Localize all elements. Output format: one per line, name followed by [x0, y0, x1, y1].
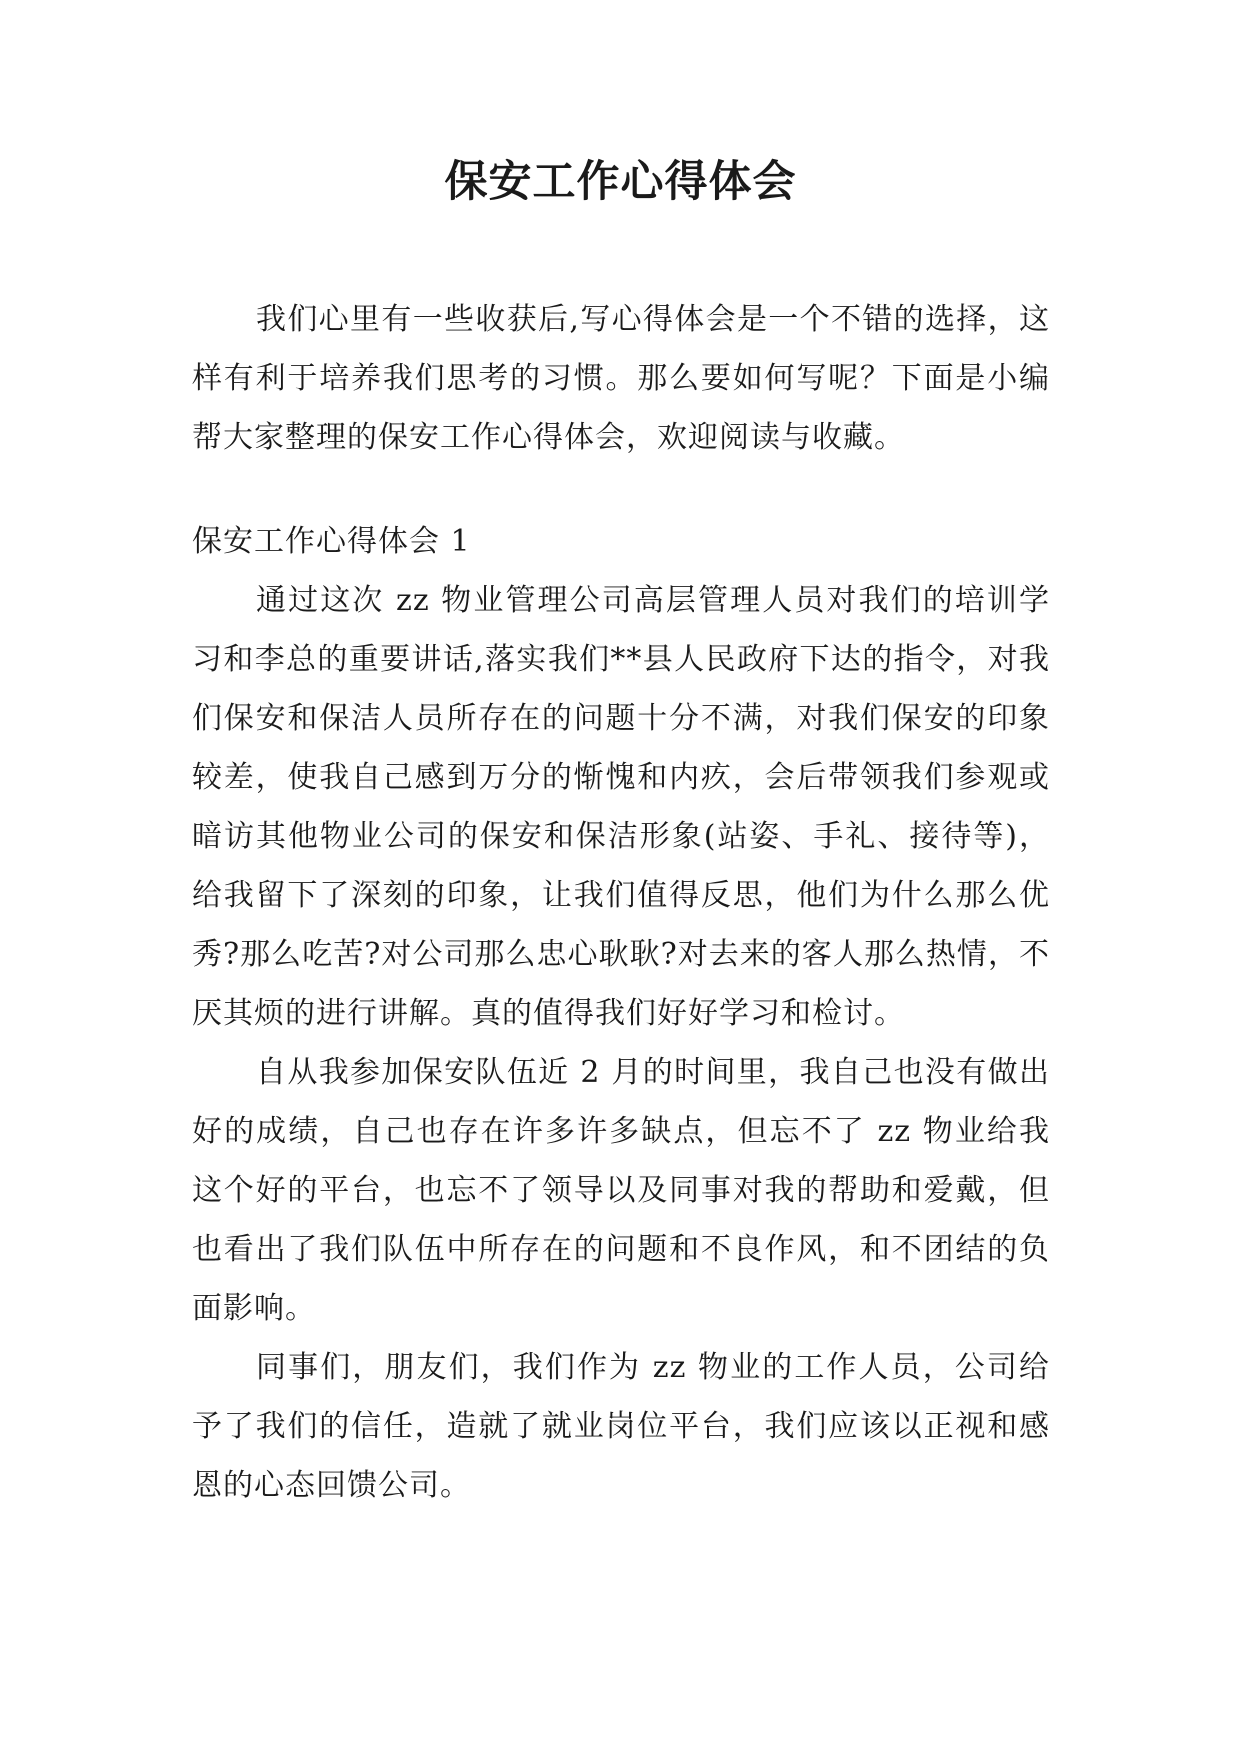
intro-paragraph: 我们心里有一些收获后,写心得体会是一个不错的选择，这样有利于培养我们思考的习惯。那么要如何写呢？下面是小编帮大家整理的保安工作心得体会，欢迎阅读与收藏。 — [192, 302, 1050, 455]
body-paragraph-3: 同事们，朋友们，我们作为 zz 物业的工作人员，公司给予了我们的信任，造就了就业岗位平台，我们应该以正视和感恩的心态回馈公司。 — [192, 1350, 1050, 1503]
body-paragraph-2: 自从我参加保安队伍近 2 月的时间里，我自己也没有做出好的成绩，自己也存在许多许多缺点，但忘不了 zz 物业给我这个好的平台，也忘不了领导以及同事对我的帮助和爱戴，但也看出了我们队伍中所存在的问题和不良作风，和不团结的负面影响。 — [192, 1055, 1050, 1326]
body-paragraph-1: 通过这次 zz 物业管理公司高层管理人员对我们的培训学习和李总的重要讲话,落实我们**县人民政府下达的指令，对我们保安和保洁人员所存在的问题十分不满，对我们保安的印象较差，使我自己感到万分的惭愧和内疚，会后带领我们参观或暗访其他物业公司的保安和保洁形象(站姿、手礼、接待等)，给我留下了深刻的印象，让我们值得反思，他们为什么那么优秀?那么吃苦?对公司那么忠心耿耿?对去来的客人那么热情，不厌其烦的进行讲解。真的值得我们好好学习和检讨。 — [192, 583, 1050, 1031]
document-body — [192, 290, 1050, 1515]
section-heading: 保安工作心得体会 1 — [192, 524, 471, 559]
document-title: 保安工作心得体会 — [444, 157, 797, 207]
